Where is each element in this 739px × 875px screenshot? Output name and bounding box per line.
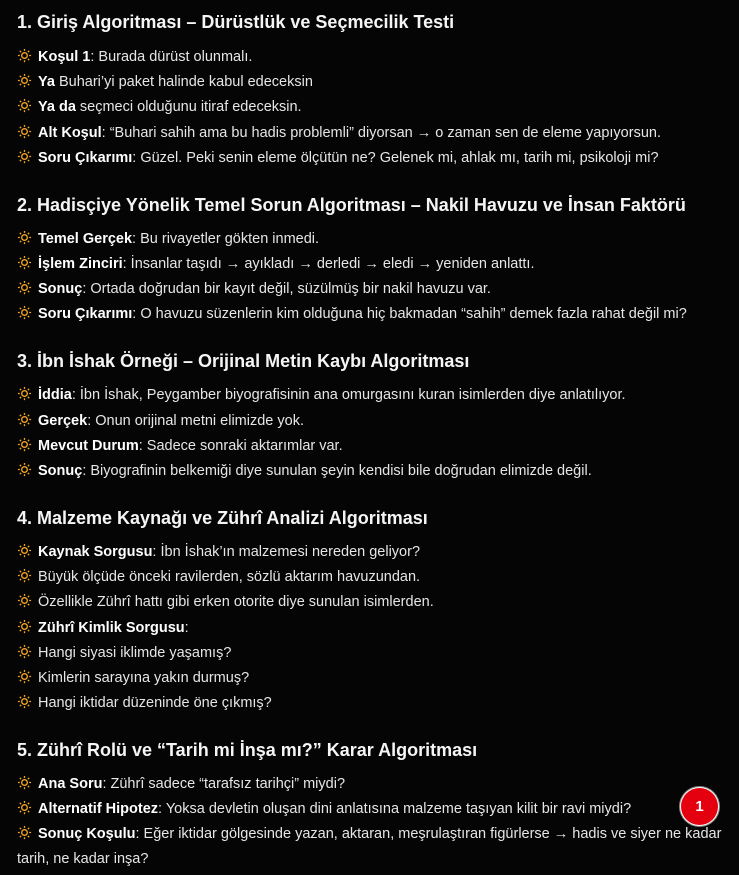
sun-icon bbox=[17, 48, 32, 63]
sun-icon bbox=[17, 280, 32, 295]
list-item: Alternatif Hipotez: Yoksa devletin oluşan dini anlatısına malzeme taşıyan kilit bir ravi miydi? bbox=[17, 797, 722, 822]
sun-icon bbox=[17, 800, 32, 815]
sun-icon bbox=[17, 386, 32, 401]
sun-icon bbox=[17, 437, 32, 452]
list-item: İşlem Zinciri: İnsanlar taşıdı → ayıkladı → derledi → eledi → yeniden anlattı. bbox=[17, 252, 722, 277]
list-item: İddia: İbn İshak, Peygamber biyografisinin ana omurgasını kuran isimlerden diye anlatılıyor. bbox=[17, 383, 722, 408]
list-item: Temel Gerçek: Bu rivayetler gökten inmedi. bbox=[17, 227, 722, 252]
section-5-title: 5. Zührî Rolü ve “Tarih mi İnşa mı?” Karar Algoritması bbox=[17, 740, 478, 760]
sun-icon bbox=[17, 593, 32, 608]
list-item: Kaynak Sorgusu: İbn İshak’ın malzemesi nereden geliyor? bbox=[17, 540, 722, 565]
sun-icon bbox=[17, 124, 32, 139]
list-item: Gerçek: Onun orijinal metni elimizde yok. bbox=[17, 409, 722, 434]
sun-icon bbox=[17, 255, 32, 270]
list-item: Mevcut Durum: Sadece sonraki aktarımlar var. bbox=[17, 434, 722, 459]
list-item: Alt Koşul: “Buhari sahih ama bu hadis problemli” diyorsan → o zaman sen de eleme yapıyorsun. bbox=[17, 121, 722, 146]
list-item: Koşul 1: Burada dürüst olunmalı. bbox=[17, 45, 722, 70]
list-item: Soru Çıkarımı: Güzel. Peki senin eleme ölçütün ne? Gelenek mi, ahlak mı, tarih mi, psikoloji mi? bbox=[17, 146, 722, 171]
list-item: Ana Soru: Zührî sadece “tarafsız tarihçi” miydi? bbox=[17, 772, 722, 797]
sun-icon bbox=[17, 412, 32, 427]
sun-icon bbox=[17, 543, 32, 558]
list-item: Kimlerin sarayına yakın durmuş? bbox=[17, 666, 722, 691]
sun-icon bbox=[17, 644, 32, 659]
list-item: Ya da seçmeci olduğunu itiraf edeceksin. bbox=[17, 95, 722, 120]
section-3-title: 3. İbn İshak Örneği – Orijinal Metin Kaybı Algoritması bbox=[17, 351, 470, 371]
sun-icon bbox=[17, 462, 32, 477]
sun-icon bbox=[17, 230, 32, 245]
sun-icon bbox=[17, 305, 32, 320]
list-item: Zührî Kimlik Sorgusu: bbox=[17, 616, 722, 641]
list-item: Büyük ölçüde önceki ravilerden, sözlü aktarım havuzundan. bbox=[17, 565, 722, 590]
sun-icon bbox=[17, 619, 32, 634]
list-item: Sonuç: Biyografinin belkemiği diye sunulan şeyin kendisi bile doğrudan elimizde değil. bbox=[17, 459, 722, 484]
notification-badge[interactable]: 1 bbox=[683, 790, 716, 823]
sun-icon bbox=[17, 568, 32, 583]
section-1-title: 1. Giriş Algoritması – Dürüstlük ve Seçmecilik Testi bbox=[17, 12, 455, 32]
sun-icon bbox=[17, 694, 32, 709]
list-item: Soru Çıkarımı: O havuzu süzenlerin kim olduğuna hiç bakmadan “sahih” demek fazla rahat değil mi? bbox=[17, 302, 722, 327]
section-4-title: 4. Malzeme Kaynağı ve Zührî Analizi Algoritması bbox=[17, 508, 428, 528]
sun-icon bbox=[17, 98, 32, 113]
sun-icon bbox=[17, 149, 32, 164]
list-item: Hangi iktidar düzeninde öne çıkmış? bbox=[17, 691, 722, 716]
list-item: Özellikle Zührî hattı gibi erken otorite diye sunulan isimlerden. bbox=[17, 590, 722, 615]
list-item: Sonuç: Ortada doğrudan bir kayıt değil, süzülmüş bir nakil havuzu var. bbox=[17, 277, 722, 302]
sun-icon bbox=[17, 775, 32, 790]
list-item: Hangi siyasi iklimde yaşamış? bbox=[17, 641, 722, 666]
sun-icon bbox=[17, 669, 32, 684]
list-item: Ya Buhari’yi paket halinde kabul edeceksin bbox=[17, 70, 722, 95]
section-2-title: 2. Hadisçiye Yönelik Temel Sorun Algoritması – Nakil Havuzu ve İnsan Faktörü bbox=[17, 195, 686, 215]
sun-icon bbox=[17, 73, 32, 88]
list-item: Sonuç Koşulu: Eğer iktidar gölgesinde yazan, aktaran, meşrulaştıran figürlerse → hadis ve siyer ne kadar tarih, ne kadar inşa? bbox=[17, 826, 722, 867]
sun-icon bbox=[17, 825, 32, 840]
